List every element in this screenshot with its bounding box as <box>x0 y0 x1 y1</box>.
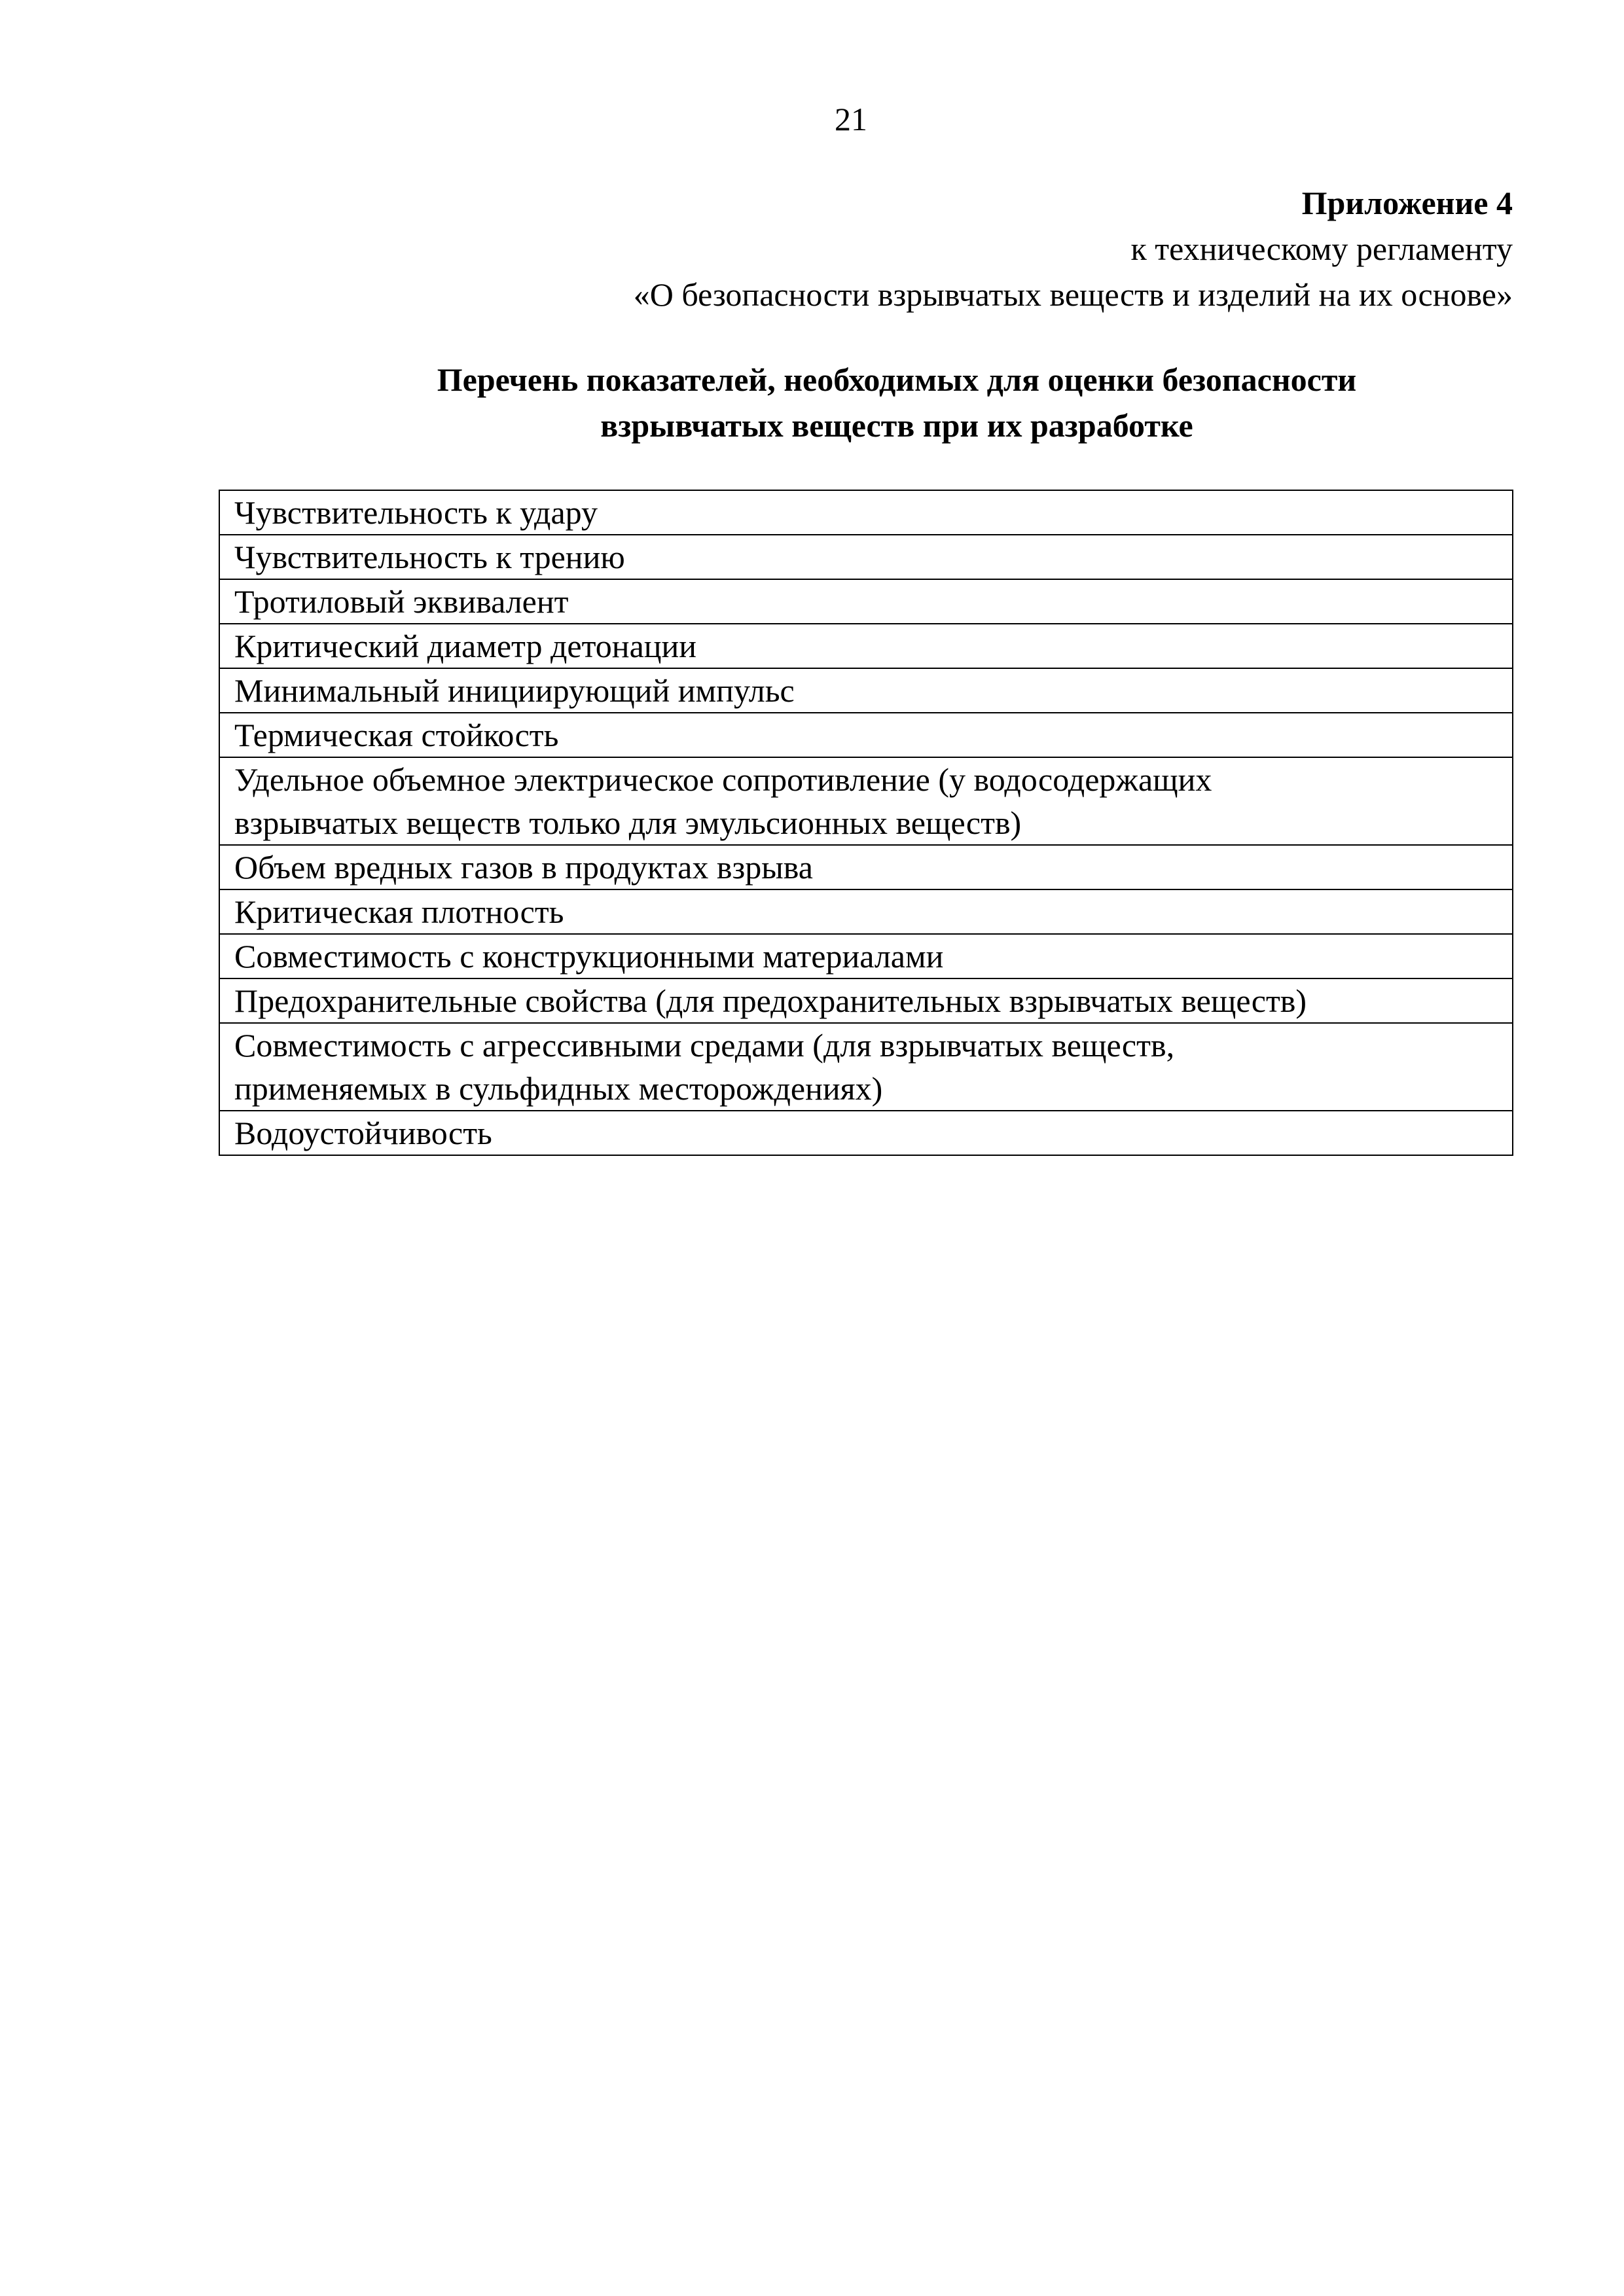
indicator-text: Объем вредных газов в продуктах взрыва <box>234 849 813 886</box>
indicator-cell <box>219 624 1513 668</box>
table-row <box>219 978 1513 1023</box>
appendix-regulation-name: «О безопасности взрывчатых веществ и изделий на их основе» <box>633 276 1513 313</box>
table-row <box>219 1023 1513 1111</box>
indicator-cell <box>219 579 1513 624</box>
list-title-line-2: взрывчатых веществ при их разработке <box>600 407 1193 444</box>
indicator-text: Критический диаметр детонации <box>234 628 697 664</box>
indicators-table <box>219 490 1513 1156</box>
indicator-cell <box>219 1023 1513 1111</box>
appendix-header <box>634 180 1513 317</box>
indicator-text: Тротиловый эквивалент <box>234 583 569 620</box>
appendix-reference-line: к техническому регламенту <box>1130 230 1513 267</box>
indicator-cell <box>219 757 1513 845</box>
indicator-text: Термическая стойкость <box>234 717 559 753</box>
indicator-text: Совместимость с конструкционными материалами <box>234 938 944 975</box>
indicator-text: Чувствительность к удару <box>234 494 598 531</box>
indicator-cell <box>219 934 1513 978</box>
indicator-cell <box>219 713 1513 757</box>
indicator-text: взрывчатых веществ только для эмульсионных веществ) <box>234 804 1022 841</box>
indicator-text: Предохранительные свойства (для предохранительных взрывчатых веществ) <box>234 982 1307 1019</box>
table-row <box>219 889 1513 934</box>
indicator-cell <box>219 978 1513 1023</box>
indicator-text: Удельное объемное электрическое сопротивление (у водосодержащих <box>234 761 1212 798</box>
indicator-text: Водоустойчивость <box>234 1115 492 1151</box>
appendix-title: Приложение 4 <box>1301 185 1513 221</box>
indicator-text: Минимальный инициирующий импульс <box>234 672 795 709</box>
list-title <box>0 357 1624 448</box>
table-row <box>219 934 1513 978</box>
indicator-cell <box>219 1111 1513 1155</box>
indicator-text: Совместимость с агрессивными средами (для взрывчатых веществ, <box>234 1027 1175 1064</box>
indicator-text: Чувствительность к трению <box>234 539 625 575</box>
table-row <box>219 535 1513 579</box>
indicator-cell <box>219 490 1513 535</box>
indicator-cell <box>219 535 1513 579</box>
table-row <box>219 1111 1513 1155</box>
indicator-cell <box>219 845 1513 889</box>
table-row <box>219 624 1513 668</box>
indicator-text: Критическая плотность <box>234 893 564 930</box>
indicator-cell <box>219 889 1513 934</box>
list-title-line-1: Перечень показателей, необходимых для оценки безопасности <box>437 361 1357 398</box>
table-row <box>219 845 1513 889</box>
page-number: 21 <box>835 101 867 137</box>
table-row <box>219 757 1513 845</box>
indicator-text: применяемых в сульфидных месторождениях) <box>234 1070 883 1107</box>
table-row <box>219 668 1513 713</box>
table-row <box>219 579 1513 624</box>
table-row <box>219 713 1513 757</box>
table-row <box>219 490 1513 535</box>
indicator-cell <box>219 668 1513 713</box>
